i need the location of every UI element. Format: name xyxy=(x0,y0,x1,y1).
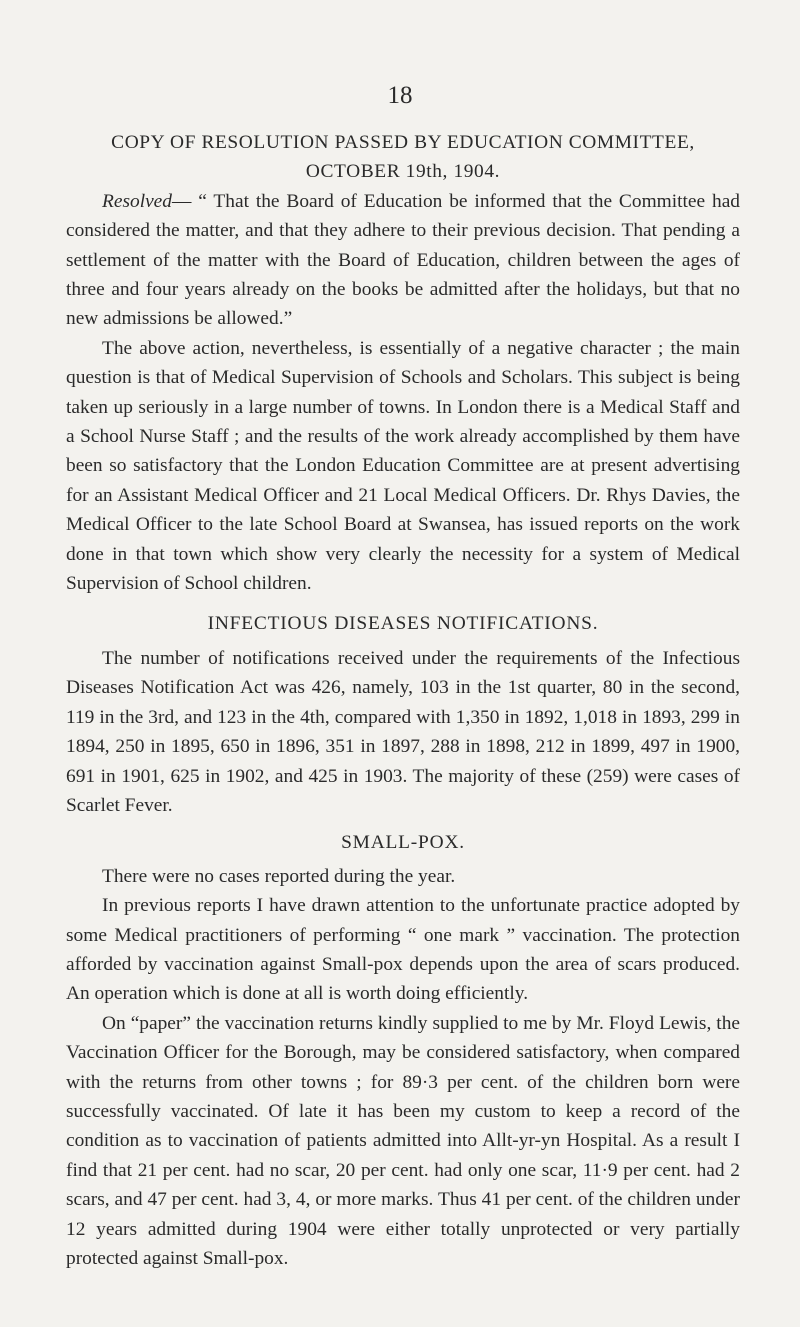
infectious-paragraph: The number of notifications received under the requirements of the Infectious Diseases Notification Act was 426, namely, 103 in the 1st quarter, 80 in the second, 119 in the 3rd, and 123 in the 4th, compared with 1,350 in 1892, 1,018 in 1893, 299 in 1894, 250 in 1895, 650 in 1896, 351 in 1897, 288 in 1898, 212 in 1899, 497 in 1900, 691 in 1901, 625 in 1902, and 425 in 1903. The majority of these (259) were cases of Scarlet Fever. xyxy=(66,647,740,816)
infectious-heading: INFECTIOUS DISEASES NOTIFICATIONS. xyxy=(207,612,599,634)
resolution-title-line2: OCTOBER 19th, 1904. xyxy=(305,161,501,183)
resolved-text: — “ That the Board of Education be informed that the Committee had considered the matter, and that they adhere to their previous decision. That pending a settlement of the matter with the Board of Education, children between the ages of three and four years already on the books be admitted after the holidays, but that no new admissions be allowed.” xyxy=(66,190,740,330)
resolution-title xyxy=(66,128,740,187)
resolution-title-line1: COPY OF RESOLUTION PASSED BY EDUCATION COMMITTEE, xyxy=(111,132,695,153)
smallpox-paragraph-2: In previous reports I have drawn attention to the unfortunate practice adopted by some Medical practitioners of performing “ one mark ” vaccination. The protection afforded by vaccination against Small-pox depends upon the area of scars produced. An operation which is done at all is worth doing efficiently. xyxy=(66,895,740,1005)
smallpox-paragraph-3: On “paper” the vaccination returns kindly supplied to me by Mr. Floyd Lewis, the Vaccination Officer for the Borough, may be considered satisfactory, when compared with the returns from other towns ; for 89·3 per cent. of the children born were successfully vaccinated. Of late it has been my custom to keep a record of the condition as to vaccination of patients admitted into Allt-yr-yn Hospital. As a result I find that 21 per cent. had no scar, 20 per cent. had only one scar, 11·9 per cent. had 2 scars, and 47 per cent. had 3, 4, or more marks. Thus 41 per cent. of the children under 12 years admitted during 1904 were either totally unprotected or very partially protected against Small-pox. xyxy=(66,1012,740,1270)
page-content xyxy=(66,128,740,1273)
resolved-paragraph xyxy=(66,187,740,334)
supervision-paragraph: The above action, nevertheless, is essentially of a negative character ; the main question is that of Medical Supervision of Schools and Scholars. This subject is being taken up seriously in a large number of towns. In London there is a Medical Staff and a School Nurse Staff ; and the results of the work already accomplished by them have been so satisfactory that the London Education Committee are at present advertising for an Assistant Medical Officer and 21 Local Medical Officers. Dr. Rhys Davies, the Medical Officer to the late School Board at Swansea, has issued reports on the work done in that town which show very clearly the necessity for a system of Medical Supervision of School children. xyxy=(66,337,740,595)
smallpox-paragraph-1: There were no cases reported during the year. xyxy=(102,865,456,887)
page-number: 18 xyxy=(387,82,413,109)
smallpox-heading: SMALL-POX. xyxy=(341,832,465,854)
resolved-label: Resolved xyxy=(102,190,172,212)
